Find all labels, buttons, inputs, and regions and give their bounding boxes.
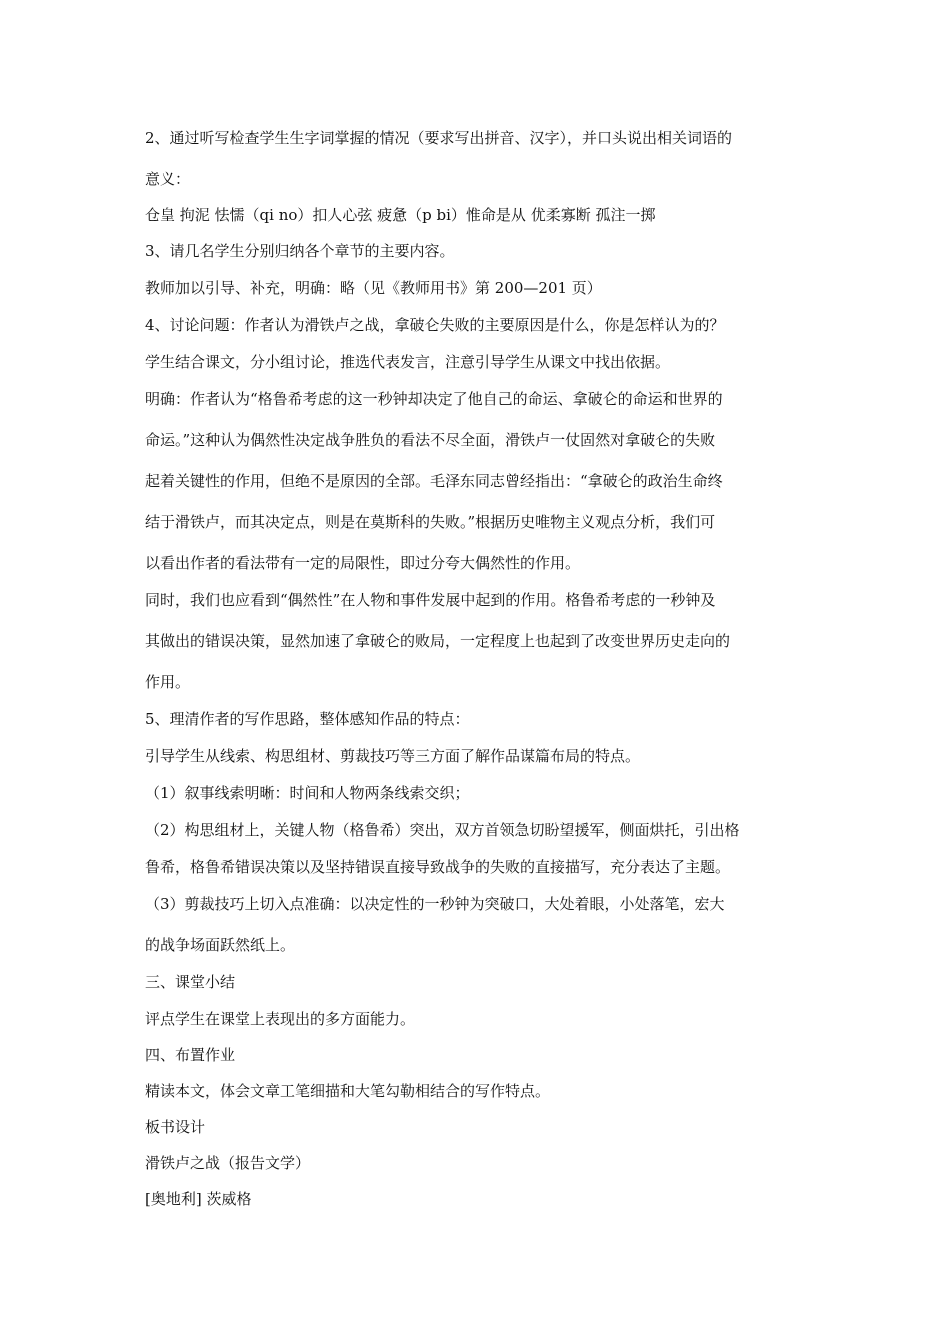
paragraph-line: 意义：: [145, 170, 191, 188]
board-author: [奥地利] 茨威格: [145, 1190, 252, 1208]
board-title: 滑铁卢之战（报告文学）: [145, 1154, 311, 1172]
paragraph-line: 起着关键性的作用，但绝不是原因的全部。毛泽东同志曾经指出：“拿破仑的政治生命终: [145, 472, 723, 490]
section-heading: 三、课堂小结: [145, 973, 236, 991]
paragraph-line: 4、讨论问题：作者认为滑铁卢之战，拿破仑失败的主要原因是什么，你是怎样认为的？: [145, 316, 725, 334]
section-heading: 四、布置作业: [145, 1046, 236, 1064]
paragraph-line: 结于滑铁卢，而其决定点，则是在莫斯科的失败。”根据历史唯物主义观点分析，我们可: [145, 513, 716, 531]
paragraph-line: 的战争场面跃然纸上。: [145, 936, 296, 954]
paragraph-line: 鲁希，格鲁希错误决策以及坚持错误直接导致战争的失败的直接描写，充分表达了主题。: [145, 858, 731, 876]
paragraph-line: （2）构思组材上，关键人物（格鲁希）突出，双方首领急切盼望援军，侧面烘托，引出格: [145, 821, 740, 839]
paragraph-line: 明确：作者认为“格鲁希考虑的这一秒钟却决定了他自己的命运、拿破仑的命运和世界的: [145, 390, 723, 408]
paragraph-line: 5、理清作者的写作思路，整体感知作品的特点：: [145, 710, 470, 728]
paragraph-line: 评点学生在课堂上表现出的多方面能力。: [145, 1010, 416, 1028]
paragraph-line: （3）剪裁技巧上切入点准确：以决定性的一秒钟为突破口，大处着眼，小处落笔，宏大: [145, 895, 725, 913]
paragraph-line: 其做出的错误决策，显然加速了拿破仑的败局，一定程度上也起到了改变世界历史走向的: [145, 632, 731, 650]
paragraph-line: （1）叙事线索明晰：时间和人物两条线索交织；: [145, 784, 470, 802]
paragraph-line: 仓皇 拘泥 怯懦（qi no）扣人心弦 疲惫（p bi）惟命是从 优柔寡断 孤注一掷: [145, 206, 656, 224]
paragraph-line: 引导学生从线索、构思组材、剪裁技巧等三方面了解作品谋篇布局的特点。: [145, 747, 641, 765]
paragraph-line: 命运。”这种认为偶然性决定战争胜负的看法不尽全面，滑铁卢一仗固然对拿破仑的失败: [145, 431, 716, 449]
paragraph-line: 精读本文，体会文章工笔细描和大笔勾勒相结合的写作特点。: [145, 1082, 551, 1100]
paragraph-line: 以看出作者的看法带有一定的局限性，即过分夸大偶然性的作用。: [145, 554, 581, 572]
paragraph-line: 学生结合课文，分小组讨论，推选代表发言，注意引导学生从课文中找出依据。: [145, 353, 671, 371]
paragraph-line: 同时，我们也应看到“偶然性”在人物和事件发展中起到的作用。格鲁希考虑的一秒钟及: [145, 591, 716, 609]
paragraph-line: 3、请几名学生分别归纳各个章节的主要内容。: [145, 242, 455, 260]
paragraph-line: 2、通过听写检查学生生字词掌握的情况（要求写出拼音、汉字），并口头说出相关词语的: [145, 129, 733, 147]
board-design-heading: 板书设计: [145, 1118, 206, 1136]
paragraph-line: 作用。: [145, 673, 191, 691]
paragraph-line: 教师加以引导、补充，明确：略（见《教师用书》第 200—201 页）: [145, 279, 602, 297]
